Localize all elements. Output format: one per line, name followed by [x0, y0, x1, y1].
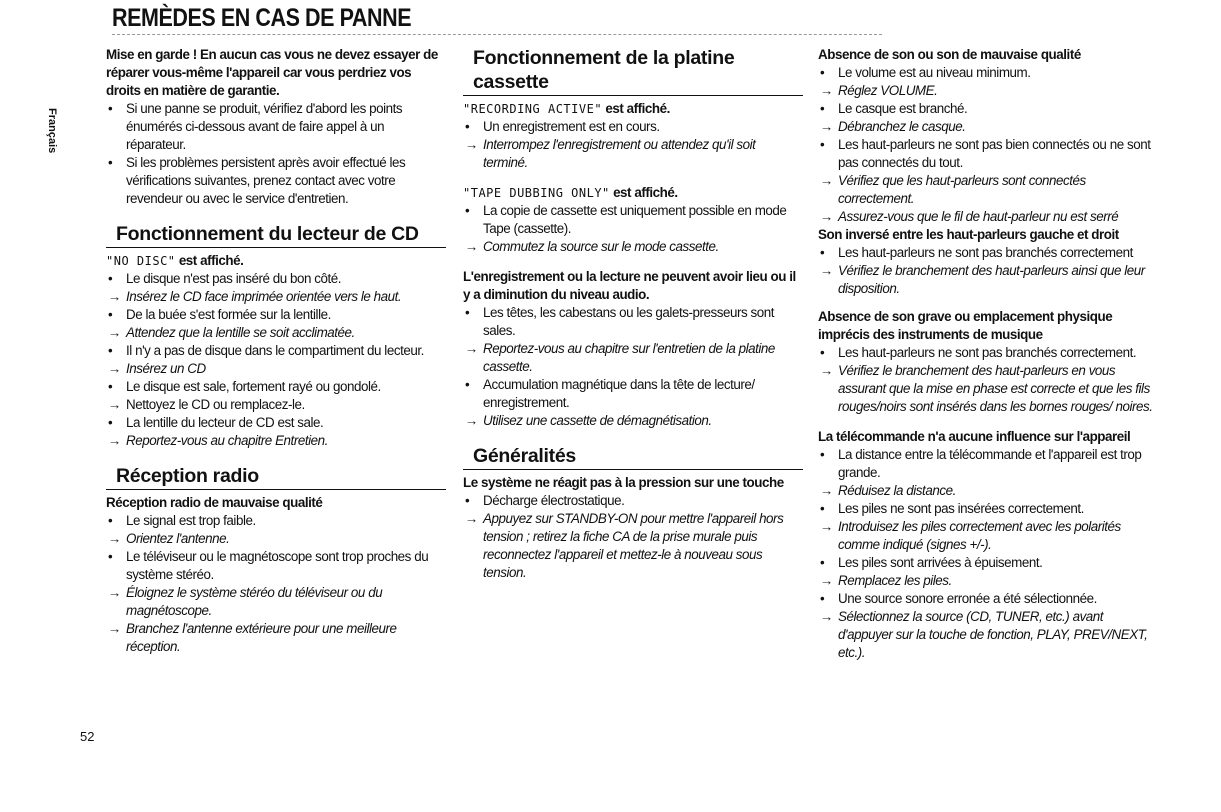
column-left — [106, 46, 446, 656]
solution-text: Introduisez les piles correctement avec les polarités comme indiqué (signes +/-). — [838, 519, 1121, 552]
solution-item — [463, 510, 803, 582]
solution-item — [818, 118, 1158, 136]
solution-text: Appuyez sur STANDBY-ON pour mettre l'appareil hors tension ; retirez la fiche CA de la prise murale puis reconnectez l'appareil et mettez-le à nouveau sous tension. — [483, 511, 784, 580]
cause-text: Le disque est sale, fortement rayé ou gondolé. — [126, 379, 381, 394]
cause-text: La copie de cassette est uniquement possible en mode Tape (cassette). — [483, 203, 787, 236]
arrow-icon: → — [820, 263, 833, 278]
cause-item — [463, 304, 803, 340]
cause-text: Les haut-parleurs ne sont pas branchés correctement — [838, 245, 1133, 260]
solution-text: Insérez le CD face imprimée orientée vers le haut. — [126, 289, 402, 304]
solution-item — [818, 262, 1158, 298]
solution-text: Insérez un CD — [126, 361, 206, 376]
solution-item — [463, 340, 803, 376]
bullet-icon: • — [108, 271, 113, 286]
arrow-icon: → — [108, 361, 121, 376]
bullet-icon: • — [465, 377, 470, 392]
arrow-icon: → — [820, 363, 833, 378]
page-number: 52 — [80, 729, 95, 744]
solution-item — [106, 530, 446, 548]
intro-item — [106, 154, 446, 208]
solution-item — [106, 620, 446, 656]
cause-item — [818, 500, 1158, 518]
cause-text: La lentille du lecteur de CD est sale. — [126, 415, 324, 430]
solution-text: Commutez la source sur le mode cassette. — [483, 239, 719, 254]
bullet-icon: • — [108, 155, 113, 170]
cause-text: Le téléviseur ou le magnétoscope sont trop proches du système stéréo. — [126, 549, 429, 582]
bullet-icon: • — [820, 101, 825, 116]
solution-text: Utilisez une cassette de démagnétisation. — [483, 413, 712, 428]
arrow-icon: → — [820, 119, 833, 134]
solution-text: Éloignez le système stéréo du téléviseur ou du magnétoscope. — [126, 585, 383, 618]
cause-item — [106, 342, 446, 360]
cause-text: Les piles ne sont pas insérées correctement. — [838, 501, 1084, 516]
cause-text: Le signal est trop faible. — [126, 513, 256, 528]
cause-item — [818, 136, 1158, 172]
bullet-icon: • — [108, 307, 113, 322]
bullet-icon: • — [820, 501, 825, 516]
display-suffix: est affiché. — [178, 253, 244, 268]
arrow-icon: → — [820, 519, 833, 534]
cassette-display-message — [463, 100, 803, 118]
solution-text: Vérifiez que les haut-parleurs sont connectés correctement. — [838, 173, 1086, 206]
solution-text: Interrompez l'enregistrement ou attendez qu'il soit terminé. — [483, 137, 756, 170]
troubleshoot-list — [106, 270, 446, 450]
cause-item — [106, 270, 446, 288]
solution-item — [106, 360, 446, 378]
arrow-icon: → — [820, 173, 833, 188]
bullet-icon: • — [108, 549, 113, 564]
title-rule — [112, 34, 882, 35]
cause-item — [463, 376, 803, 412]
solution-text: Débranchez le casque. — [838, 119, 966, 134]
cause-item — [463, 492, 803, 510]
solution-text: Remplacez les piles. — [838, 573, 952, 588]
solution-text: Sélectionnez la source (CD, TUNER, etc.) avant d'appuyer sur la touche de fonction, PLAY, PREV/NEXT, etc.). — [838, 609, 1148, 660]
troubleshoot-list — [818, 446, 1158, 662]
cause-item — [106, 306, 446, 324]
cause-text: Le disque n'est pas inséré du bon côté. — [126, 271, 342, 286]
bullet-icon: • — [108, 415, 113, 430]
intro-text: Si une panne se produit, vérifiez d'abord les points énumérés ci-dessous avant de faire appel à un réparateur. — [126, 101, 403, 152]
bullet-icon: • — [108, 343, 113, 358]
intro-item — [106, 100, 446, 154]
arrow-icon: → — [465, 511, 478, 526]
cause-text: Une source sonore erronée a été sélectionnée. — [838, 591, 1097, 606]
arrow-icon: → — [108, 397, 121, 412]
solution-text: Réglez VOLUME. — [838, 83, 938, 98]
solution-text: Branchez l'antenne extérieure pour une meilleure réception. — [126, 621, 397, 654]
arrow-icon: → — [465, 413, 478, 428]
intro-list — [106, 100, 446, 208]
lcd-text: "NO DISC" — [106, 254, 176, 268]
arrow-icon: → — [465, 341, 478, 356]
arrow-icon: → — [820, 573, 833, 588]
cause-text: Le volume est au niveau minimum. — [838, 65, 1031, 80]
solution-item — [463, 238, 803, 256]
troubleshoot-list — [818, 64, 1158, 226]
intro-text: Si les problèmes persistent après avoir effectué les vérifications suivantes, prenez contact avec votre revendeur ou avec le service d'entretien. — [126, 155, 406, 206]
bullet-icon: • — [820, 345, 825, 360]
solution-item — [818, 172, 1158, 208]
solution-item — [818, 362, 1158, 416]
solution-text: Assurez-vous que le fil de haut-parleur nu est serré — [838, 209, 1119, 224]
cause-item — [818, 64, 1158, 82]
cause-item — [106, 414, 446, 432]
cause-text: Il n'y a pas de disque dans le compartiment du lecteur. — [126, 343, 424, 358]
cause-text: Un enregistrement est en cours. — [483, 119, 660, 134]
troubleshoot-list — [818, 244, 1158, 298]
problem-heading: Son inversé entre les haut-parleurs gauche et droit — [818, 227, 1119, 242]
solution-item — [818, 482, 1158, 500]
bullet-icon: • — [108, 379, 113, 394]
problem-heading: Absence de son grave ou emplacement physique imprécis des instruments de musique — [818, 309, 1113, 342]
bullet-icon: • — [820, 555, 825, 570]
arrow-icon: → — [108, 325, 121, 340]
cause-item — [818, 446, 1158, 482]
lcd-text: "RECORDING ACTIVE" — [463, 102, 603, 116]
solution-text: Reportez-vous au chapitre sur l'entretien de la platine cassette. — [483, 341, 775, 374]
troubleshoot-list — [463, 202, 803, 256]
arrow-icon: → — [820, 83, 833, 98]
arrow-icon: → — [108, 621, 121, 636]
cause-text: Les têtes, les cabestans ou les galets-presseurs sont sales. — [483, 305, 775, 338]
arrow-icon: → — [465, 137, 478, 152]
bullet-icon: • — [465, 493, 470, 508]
problem-heading: Réception radio de mauvaise qualité — [106, 495, 323, 510]
solution-item — [106, 584, 446, 620]
section-heading-general: Généralités — [463, 444, 803, 470]
lcd-text: "TAPE DUBBING ONLY" — [463, 186, 610, 200]
bullet-icon: • — [108, 101, 113, 116]
bullet-icon: • — [820, 65, 825, 80]
section-heading-radio: Réception radio — [106, 464, 446, 490]
cause-text: La distance entre la télécommande et l'appareil est trop grande. — [838, 447, 1142, 480]
arrow-icon: → — [108, 289, 121, 304]
cause-item — [818, 590, 1158, 608]
cause-item — [818, 554, 1158, 572]
bullet-icon: • — [820, 245, 825, 260]
arrow-icon: → — [108, 531, 121, 546]
solution-item — [818, 518, 1158, 554]
section-heading-cassette: Fonctionnement de la platine cassette — [463, 46, 803, 96]
bullet-icon: • — [820, 137, 825, 152]
bullet-icon: • — [108, 513, 113, 528]
solution-text: Reportez-vous au chapitre Entretien. — [126, 433, 328, 448]
solution-item — [463, 136, 803, 172]
cause-item — [106, 378, 446, 396]
cause-text: Les haut-parleurs ne sont pas branchés correctement. — [838, 345, 1137, 360]
troubleshoot-list — [463, 118, 803, 172]
problem-heading: La télécommande n'a aucune influence sur l'appareil — [818, 429, 1131, 444]
cause-item — [106, 512, 446, 530]
solution-item — [106, 432, 446, 450]
bullet-icon: • — [465, 203, 470, 218]
arrow-icon: → — [108, 433, 121, 448]
display-suffix: est affiché. — [613, 185, 678, 200]
solution-item — [463, 412, 803, 430]
problem-heading: Le système ne réagit pas à la pression sur une touche — [463, 475, 784, 490]
cause-item — [818, 100, 1158, 118]
cause-text: De la buée s'est formée sur la lentille. — [126, 307, 331, 322]
troubleshoot-list — [463, 492, 803, 582]
solution-text: Nettoyez le CD ou remplacez-le. — [126, 397, 305, 412]
section-heading-cd: Fonctionnement du lecteur de CD — [106, 222, 446, 248]
solution-item — [818, 608, 1158, 662]
solution-text: Orientez l'antenne. — [126, 531, 230, 546]
cause-item — [818, 344, 1158, 362]
arrow-icon: → — [820, 609, 833, 624]
cause-item — [463, 118, 803, 136]
cause-item — [106, 548, 446, 584]
display-suffix: est affiché. — [605, 101, 670, 116]
cause-text: Décharge électrostatique. — [483, 493, 625, 508]
cause-text: Accumulation magnétique dans la tête de lecture/ enregistrement. — [483, 377, 755, 410]
troubleshoot-list — [106, 512, 446, 656]
troubleshoot-list — [818, 344, 1158, 416]
arrow-icon: → — [465, 239, 478, 254]
bullet-icon: • — [820, 591, 825, 606]
page-title: REMÈDES EN CAS DE PANNE — [112, 4, 412, 32]
column-right — [818, 46, 1158, 662]
problem-heading: Absence de son ou son de mauvaise qualité — [818, 47, 1081, 62]
arrow-icon: → — [820, 209, 833, 224]
cause-item — [818, 244, 1158, 262]
troubleshoot-list — [463, 304, 803, 430]
arrow-icon: → — [820, 483, 833, 498]
problem-heading: L'enregistrement ou la lecture ne peuvent avoir lieu ou il y a diminution du niveau audio. — [463, 269, 796, 302]
cause-text: Le casque est branché. — [838, 101, 968, 116]
column-middle — [463, 46, 803, 582]
cassette-display-message — [463, 184, 803, 202]
solution-item — [106, 324, 446, 342]
cd-display-message — [106, 252, 446, 270]
arrow-icon: → — [108, 585, 121, 600]
cause-text: Les haut-parleurs ne sont pas bien connectés ou ne sont pas connectés du tout. — [838, 137, 1151, 170]
warranty-warning: Mise en garde ! En aucun cas vous ne devez essayer de réparer vous-même l'appareil car vous perdriez vos droits en matière de garantie. — [106, 47, 438, 98]
bullet-icon: • — [465, 119, 470, 134]
solution-text: Réduisez la distance. — [838, 483, 956, 498]
language-side-tab: Français — [46, 108, 58, 154]
bullet-icon: • — [465, 305, 470, 320]
solution-item — [818, 572, 1158, 590]
solution-item — [818, 82, 1158, 100]
solution-item — [818, 208, 1158, 226]
cause-text: Les piles sont arrivées à épuisement. — [838, 555, 1043, 570]
cause-item — [463, 202, 803, 238]
bullet-icon: • — [820, 447, 825, 462]
solution-text: Vérifiez le branchement des haut-parleurs en vous assurant que la mise en phase est correcte et que les fils rouges/noirs sont insérés dans les bornes rouges/ noires. — [838, 363, 1153, 414]
solution-text: Attendez que la lentille se soit acclimatée. — [126, 325, 355, 340]
solution-item — [106, 288, 446, 306]
solution-text: Vérifiez le branchement des haut-parleurs ainsi que leur disposition. — [838, 263, 1145, 296]
solution-item — [106, 396, 446, 414]
